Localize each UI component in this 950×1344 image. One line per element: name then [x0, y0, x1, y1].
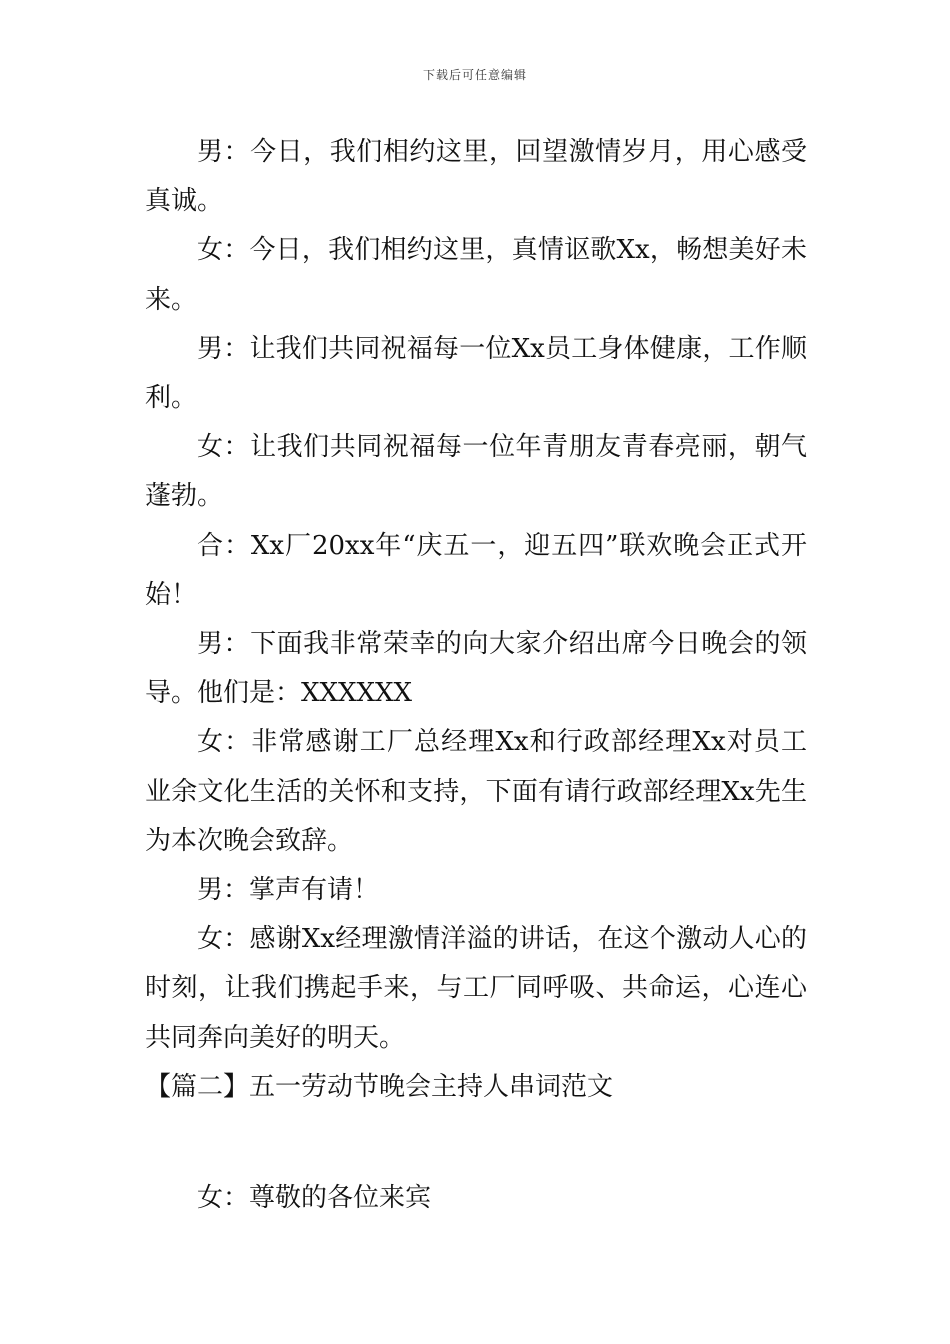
header-note: 下载后可任意编辑 — [422, 68, 527, 82]
dialogue-paragraph: 男：让我们共同祝福每一位Xx员工身体健康，工作顺利。 — [145, 333, 807, 414]
dialogue-paragraph: 女：尊敬的各位来宾 — [197, 1183, 432, 1214]
dialogue-paragraph: 女：感谢Xx经理激情洋溢的讲话，在这个激动人心的时刻，让我们携起手来，与工厂同呼吸、共命运，心连心共同奔向美好的明天。 — [145, 924, 807, 1053]
dialogue-paragraph: 女：非常感谢工厂总经理Xx和行政部经理Xx对员工业余文化生活的关怀和支持，下面有请行政部经理Xx先生为本次晚会致辞。 — [145, 727, 807, 856]
dialogue-paragraph: 男：掌声有请！ — [197, 875, 380, 906]
dialogue-paragraph: 合：Xx厂20xx年“庆五一，迎五四”联欢晚会正式开始！ — [145, 530, 807, 610]
dialogue-paragraph: 男：下面我非常荣幸的向大家介绍出席今日晚会的领导。他们是：XXXXXX — [145, 629, 807, 709]
dialogue-paragraph: 女：让我们共同祝福每一位年青朋友青春亮丽，朝气蓬勃。 — [145, 432, 807, 512]
dialogue-paragraph: 男：今日，我们相约这里，回望激情岁月，用心感受真诚。 — [145, 137, 807, 217]
section-spacer — [145, 1112, 807, 1174]
document-body — [145, 128, 807, 1223]
section-heading: 【篇二】五一劳动节晚会主持人串词范文 — [145, 1071, 614, 1102]
dialogue-paragraph: 女：今日，我们相约这里，真情讴歌Xx，畅想美好未来。 — [145, 235, 807, 315]
